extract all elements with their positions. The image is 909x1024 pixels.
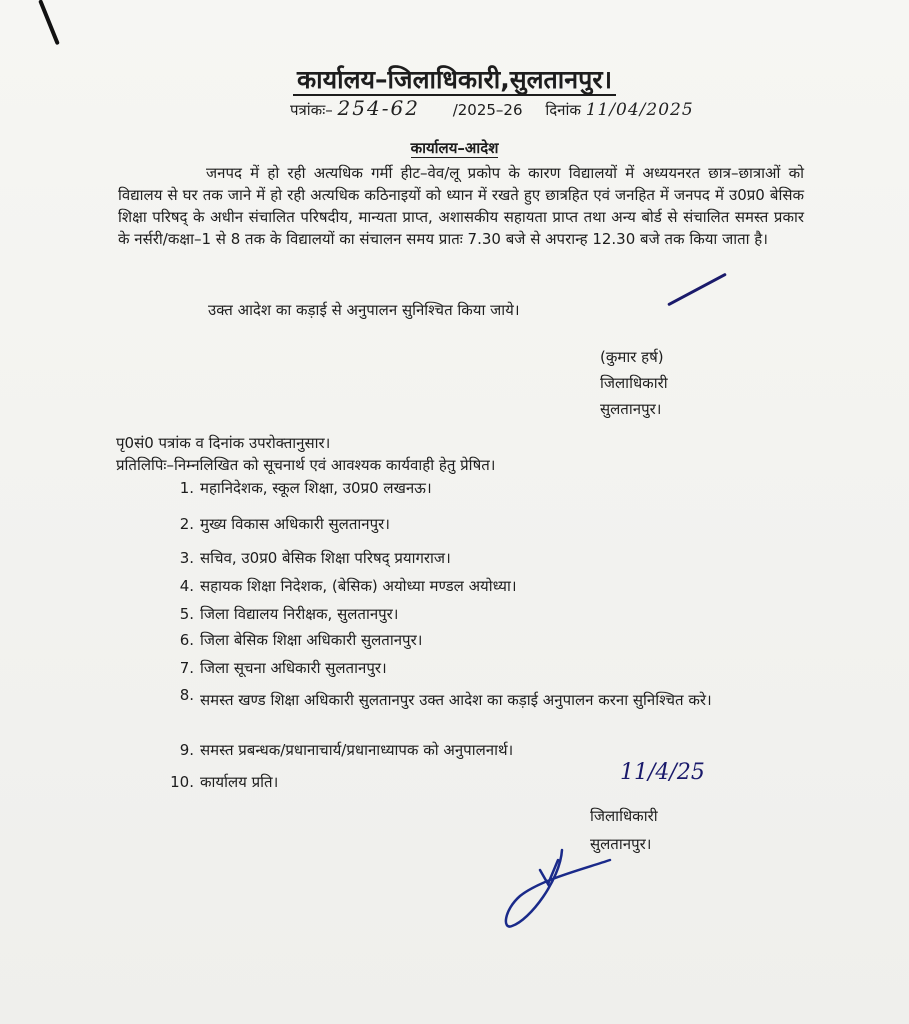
handwritten-initials: 11/4/25: [620, 760, 705, 785]
order-paragraph: [118, 162, 804, 250]
item-text: सहायक शिक्षा निदेशक, (बेसिक) अयोध्या मण्डल अयोध्या।: [200, 577, 517, 595]
compliance-line: उक्त आदेश का कड़ाई से अनुपालन सुनिश्चित किया जाये।: [208, 301, 520, 319]
item-text: समस्त खण्ड शिक्षा अधिकारी सुलतानपुर उक्त आदेश का कड़ाई अनुपालन करना सुनिश्चित करे।: [200, 691, 712, 709]
item-number: 8.: [179, 686, 194, 704]
signatory-place: सुलतानपुर।: [600, 400, 662, 418]
item-text: सचिव, उ0प्र0 बेसिक शिक्षा परिषद् प्रयागराज।: [200, 549, 451, 567]
second-signatory-designation: जिलाधिकारी: [590, 807, 658, 825]
date-value: 11/04/2025: [585, 100, 694, 120]
pen-mark: [38, 0, 60, 45]
signature-scribble: [500, 830, 620, 940]
list-item: [160, 514, 390, 534]
order-body: जनपद में हो रही अत्यधिक गर्मी हीट–वेव/लू प्रकोप के कारण विद्यालयों में अध्ययनरत छात्र–छात्राओं को विद्यालय से घर तक जाने में हो रही अत्यधिक कठिनाइयों को ध्यान में रखते हुए छात्रहित एवं जनहित में जनपद में उ0प्र0 बेसिक शिक्षा परिषद् के अधीन संचालित परिषदीय, मान्यता प्राप्त, अशासकीय सहायता प्राप्त तथा अन्य बोर्ड से संचालित समस्त प्रकार के नर्सरी/कक्षा–1 से 8 तक के विद्यालयों का संचालन समय प्रातः 7.30 बजे से अपरान्ह 12.30 बजे तक किया जाता है।: [118, 164, 804, 248]
list-item: [160, 772, 278, 792]
reference-line: [290, 96, 694, 120]
order-title: [0, 138, 909, 158]
list-item: [160, 630, 422, 650]
item-text: जिला विद्यालय निरीक्षक, सुलतानपुर।: [200, 605, 399, 623]
item-number: 6.: [179, 631, 194, 649]
list-item: [160, 576, 517, 596]
list-item: [160, 604, 399, 624]
office-title: कार्यालय–जिलाधिकारी,सुलतानपुर।: [293, 65, 616, 96]
date-label: दिनांक: [545, 101, 581, 119]
list-item: [160, 548, 451, 568]
ref-session: /2025–26: [452, 101, 523, 119]
item-number: 3.: [179, 549, 194, 567]
item-text: मुख्य विकास अधिकारी सुलतानपुर।: [200, 515, 390, 533]
list-item: [160, 658, 387, 678]
item-number: 1.: [179, 479, 194, 497]
list-item: [160, 686, 790, 714]
item-number: 4.: [179, 577, 194, 595]
list-item: [160, 740, 513, 760]
item-text: कार्यालय प्रति।: [200, 773, 279, 791]
ref-number: 254-62: [337, 96, 420, 120]
item-text: महानिदेशक, स्कूल शिक्षा, उ0प्र0 लखनऊ।: [200, 479, 432, 497]
ref-label: पत्रांकः–: [290, 101, 333, 119]
copy-header: [116, 432, 495, 476]
copy-intro: प्रतिलिपिः–निम्नलिखित को सूचनार्थ एवं आवश्यक कार्यवाही हेतु प्रेषित।: [116, 456, 496, 474]
signature-stroke: [667, 273, 727, 307]
item-number: 2.: [179, 515, 194, 533]
item-text: समस्त प्रबन्धक/प्रधानाचार्य/प्रधानाध्यापक को अनुपालनार्थ।: [200, 741, 514, 759]
signatory-name: (कुमार हर्ष): [600, 348, 664, 366]
item-number: 9.: [179, 741, 194, 759]
item-number: 10.: [170, 773, 194, 791]
item-number: 7.: [179, 659, 194, 677]
item-number: 5.: [179, 605, 194, 623]
list-item: [160, 478, 432, 498]
signatory-block: [600, 344, 668, 422]
office-heading: [0, 62, 909, 96]
second-signatory-place: सुलतानपुर।: [590, 835, 652, 853]
signatory-designation: जिलाधिकारी: [600, 374, 668, 392]
item-text: जिला बेसिक शिक्षा अधिकारी सुलतानपुर।: [200, 631, 423, 649]
order-title-text: कार्यालय–आदेश: [410, 139, 499, 157]
copy-ref-line: पृ0सं0 पत्रांक व दिनांक उपरोक्तानुसार।: [116, 434, 331, 452]
item-text: जिला सूचना अधिकारी सुलतानपुर।: [200, 659, 387, 677]
